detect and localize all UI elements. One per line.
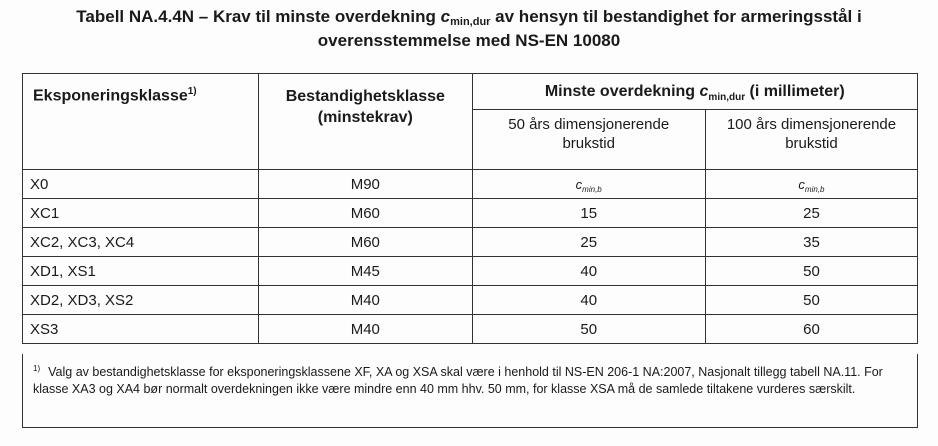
header-exposure-class: Eksponeringsklasse$^{1)}$ <box>23 74 259 170</box>
cell-durability: M60 <box>259 228 472 257</box>
footnote <box>22 354 918 428</box>
header-100-years: 100 års dimensjonerende brukstid <box>705 110 917 170</box>
header-minimum-cover: Minste overdekning $c_{min,dur}$ (i millimeter) <box>472 74 918 110</box>
table-row <box>23 286 918 315</box>
cell-exposure: XC1 <box>23 199 259 228</box>
cell-50-years: 40 <box>472 286 705 315</box>
title-line-1: Tabell NA.4.4N – Krav til minste overdekning cmin,dur av hensyn til bestandighet for armeringsstål i <box>76 7 862 28</box>
cell-durability: M45 <box>259 257 472 286</box>
cell-durability: M60 <box>259 199 472 228</box>
cell-durability: M90 <box>259 170 472 199</box>
cell-exposure: XS3 <box>23 315 259 344</box>
cell-exposure: XD2, XD3, XS2 <box>23 286 259 315</box>
table-row <box>23 257 918 286</box>
table-title <box>0 6 938 51</box>
cell-exposure: XD1, XS1 <box>23 257 259 286</box>
header-durability-class: Bestandighetsklasse (minstekrav) <box>259 74 472 170</box>
header-50-years: 50 års dimensjonerende brukstid <box>472 110 705 170</box>
cell-50-years: 25 <box>472 228 705 257</box>
footnote-marker: 1) <box>33 364 41 373</box>
cell-exposure: X0 <box>23 170 259 199</box>
title-line-2: overensstemmelse med NS-EN 10080 <box>317 31 621 50</box>
table-row <box>23 199 918 228</box>
table-row <box>23 228 918 257</box>
cell-50-years: $c_{min,b}$ <box>472 170 705 199</box>
cell-100-years: 50 <box>705 257 917 286</box>
cell-100-years: $c_{min,b}$ <box>705 170 917 199</box>
cell-durability: M40 <box>259 286 472 315</box>
cell-100-years: 50 <box>705 286 917 315</box>
footnote-ref: 1) <box>187 86 197 97</box>
title-c-subscript: min,dur <box>450 16 491 28</box>
cell-durability: M40 <box>259 315 472 344</box>
cell-exposure: XC2, XC3, XC4 <box>23 228 259 257</box>
cell-50-years: 15 <box>472 199 705 228</box>
cell-100-years: 25 <box>705 199 917 228</box>
cell-100-years: 35 <box>705 228 917 257</box>
cell-100-years: 60 <box>705 315 917 344</box>
header-row-1 <box>23 74 918 110</box>
title-c-symbol: c <box>440 7 451 26</box>
footnote-text: Valg av bestandighetsklasse for eksponeringsklassene XF, XA og XSA skal være i henhold til NS-EN 206-1 NA:2007, Nasjonalt tillegg tabell NA.11. For klasse XA3 og XA4 bør normalt overdekningen ikke være mindre enn 40 mm hhv. 50 mm, for klasse XSA må de samlede tiltakene vurderes særskilt. <box>33 365 883 397</box>
table-row <box>23 170 918 199</box>
cell-50-years: 50 <box>472 315 705 344</box>
cover-requirements-table <box>22 73 918 344</box>
table-row <box>23 315 918 344</box>
cell-50-years: 40 <box>472 257 705 286</box>
